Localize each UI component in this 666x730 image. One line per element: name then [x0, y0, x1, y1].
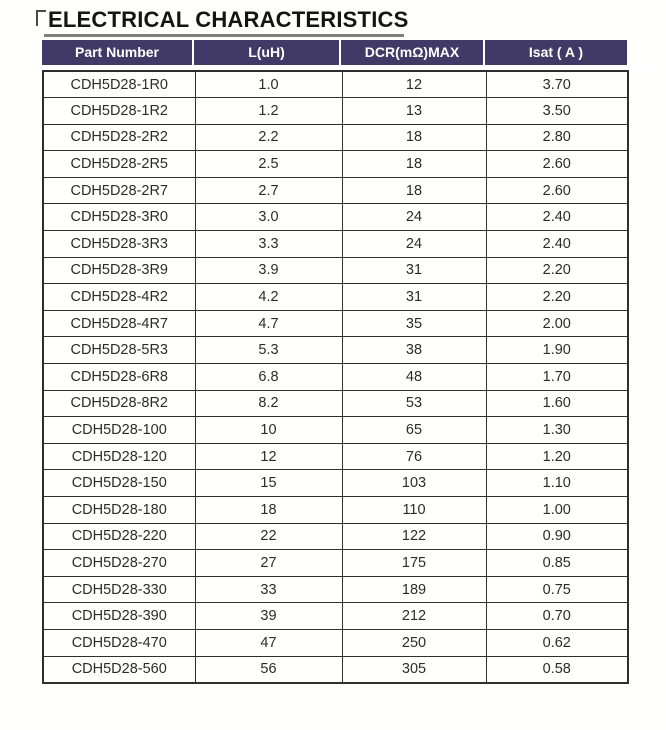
isat-cell: 2.80 [486, 124, 628, 151]
inductance-cell: 18 [195, 497, 342, 524]
column-header-inductance: L(uH) [194, 40, 341, 65]
dcr-cell: 31 [342, 284, 486, 311]
dcr-cell: 12 [342, 71, 486, 98]
table-row [43, 257, 628, 284]
dcr-cell: 305 [342, 656, 486, 683]
part-number-cell: CDH5D28-220 [43, 523, 195, 550]
table-body [42, 70, 629, 684]
isat-cell: 0.85 [486, 550, 628, 577]
isat-cell: 1.00 [486, 497, 628, 524]
table-header-row [42, 40, 627, 65]
dcr-cell: 48 [342, 364, 486, 391]
inductance-cell: 4.2 [195, 284, 342, 311]
part-number-cell: CDH5D28-120 [43, 443, 195, 470]
inductance-cell: 47 [195, 629, 342, 656]
table-row [43, 177, 628, 204]
part-number-cell: CDH5D28-1R0 [43, 71, 195, 98]
part-number-cell: CDH5D28-4R7 [43, 310, 195, 337]
table-row [43, 124, 628, 151]
dcr-cell: 189 [342, 576, 486, 603]
table-row [43, 284, 628, 311]
part-number-cell: CDH5D28-330 [43, 576, 195, 603]
part-number-cell: CDH5D28-2R7 [43, 177, 195, 204]
table-row [43, 470, 628, 497]
isat-cell: 0.70 [486, 603, 628, 630]
dcr-cell: 13 [342, 98, 486, 125]
part-number-cell: CDH5D28-6R8 [43, 364, 195, 391]
table-row [43, 231, 628, 258]
table-row [43, 550, 628, 577]
dcr-cell: 103 [342, 470, 486, 497]
isat-cell: 1.60 [486, 390, 628, 417]
table-row [43, 576, 628, 603]
part-number-cell: CDH5D28-5R3 [43, 337, 195, 364]
isat-cell: 2.40 [486, 231, 628, 258]
inductance-cell: 2.2 [195, 124, 342, 151]
inductance-cell: 3.0 [195, 204, 342, 231]
dcr-cell: 65 [342, 417, 486, 444]
dcr-cell: 18 [342, 177, 486, 204]
table-row [43, 364, 628, 391]
inductance-cell: 56 [195, 656, 342, 683]
part-number-cell: CDH5D28-3R0 [43, 204, 195, 231]
dcr-cell: 24 [342, 231, 486, 258]
part-number-cell: CDH5D28-560 [43, 656, 195, 683]
inductance-cell: 1.0 [195, 71, 342, 98]
isat-cell: 2.20 [486, 257, 628, 284]
inductance-cell: 2.7 [195, 177, 342, 204]
column-header-part-number: Part Number [42, 40, 194, 65]
table-row [43, 310, 628, 337]
part-number-cell: CDH5D28-470 [43, 629, 195, 656]
table-row [43, 390, 628, 417]
part-number-cell: CDH5D28-3R9 [43, 257, 195, 284]
dcr-cell: 24 [342, 204, 486, 231]
table-row [43, 151, 628, 178]
isat-cell: 1.70 [486, 364, 628, 391]
dcr-cell: 53 [342, 390, 486, 417]
part-number-cell: CDH5D28-3R3 [43, 231, 195, 258]
inductance-cell: 6.8 [195, 364, 342, 391]
isat-cell: 1.10 [486, 470, 628, 497]
dcr-cell: 250 [342, 629, 486, 656]
inductance-cell: 39 [195, 603, 342, 630]
dcr-cell: 18 [342, 124, 486, 151]
inductance-cell: 27 [195, 550, 342, 577]
table-row [43, 417, 628, 444]
dcr-cell: 31 [342, 257, 486, 284]
dcr-cell: 18 [342, 151, 486, 178]
table-row [43, 603, 628, 630]
part-number-cell: CDH5D28-8R2 [43, 390, 195, 417]
inductance-cell: 1.2 [195, 98, 342, 125]
table-row [43, 497, 628, 524]
inductance-cell: 2.5 [195, 151, 342, 178]
part-number-cell: CDH5D28-4R2 [43, 284, 195, 311]
inductance-cell: 15 [195, 470, 342, 497]
part-number-cell: CDH5D28-2R5 [43, 151, 195, 178]
part-number-cell: CDH5D28-100 [43, 417, 195, 444]
table-row [43, 629, 628, 656]
part-number-cell: CDH5D28-1R2 [43, 98, 195, 125]
table-row [43, 523, 628, 550]
dcr-cell: 175 [342, 550, 486, 577]
inductance-cell: 5.3 [195, 337, 342, 364]
part-number-cell: CDH5D28-270 [43, 550, 195, 577]
dcr-cell: 35 [342, 310, 486, 337]
table-row [43, 71, 628, 98]
table-row [43, 443, 628, 470]
isat-cell: 2.00 [486, 310, 628, 337]
isat-cell: 3.70 [486, 71, 628, 98]
title-underline [44, 34, 404, 37]
isat-cell: 2.60 [486, 151, 628, 178]
section-title-row [36, 7, 408, 33]
isat-cell: 1.90 [486, 337, 628, 364]
part-number-cell: CDH5D28-150 [43, 470, 195, 497]
inductance-cell: 10 [195, 417, 342, 444]
page-title: ELECTRICAL CHARACTERISTICS [48, 7, 409, 32]
isat-cell: 0.62 [486, 629, 628, 656]
part-number-cell: CDH5D28-2R2 [43, 124, 195, 151]
table-row [43, 337, 628, 364]
column-header-dcr: DCR(mΩ)MAX [341, 40, 485, 65]
dcr-cell: 76 [342, 443, 486, 470]
table-row [43, 656, 628, 683]
column-header-isat: Isat ( A ) [485, 40, 627, 65]
inductance-cell: 12 [195, 443, 342, 470]
inductance-cell: 22 [195, 523, 342, 550]
part-number-cell: CDH5D28-180 [43, 497, 195, 524]
isat-cell: 0.58 [486, 656, 628, 683]
part-number-cell: CDH5D28-390 [43, 603, 195, 630]
corner-bracket-icon [36, 10, 46, 26]
isat-cell: 1.30 [486, 417, 628, 444]
inductance-cell: 8.2 [195, 390, 342, 417]
dcr-cell: 212 [342, 603, 486, 630]
table-row [43, 98, 628, 125]
isat-cell: 3.50 [486, 98, 628, 125]
isat-cell: 2.20 [486, 284, 628, 311]
inductance-cell: 3.3 [195, 231, 342, 258]
isat-cell: 2.60 [486, 177, 628, 204]
isat-cell: 0.90 [486, 523, 628, 550]
inductance-cell: 4.7 [195, 310, 342, 337]
inductance-cell: 33 [195, 576, 342, 603]
inductance-cell: 3.9 [195, 257, 342, 284]
dcr-cell: 122 [342, 523, 486, 550]
isat-cell: 2.40 [486, 204, 628, 231]
isat-cell: 0.75 [486, 576, 628, 603]
electrical-characteristics-table [42, 40, 627, 684]
dcr-cell: 110 [342, 497, 486, 524]
isat-cell: 1.20 [486, 443, 628, 470]
dcr-cell: 38 [342, 337, 486, 364]
table-row [43, 204, 628, 231]
